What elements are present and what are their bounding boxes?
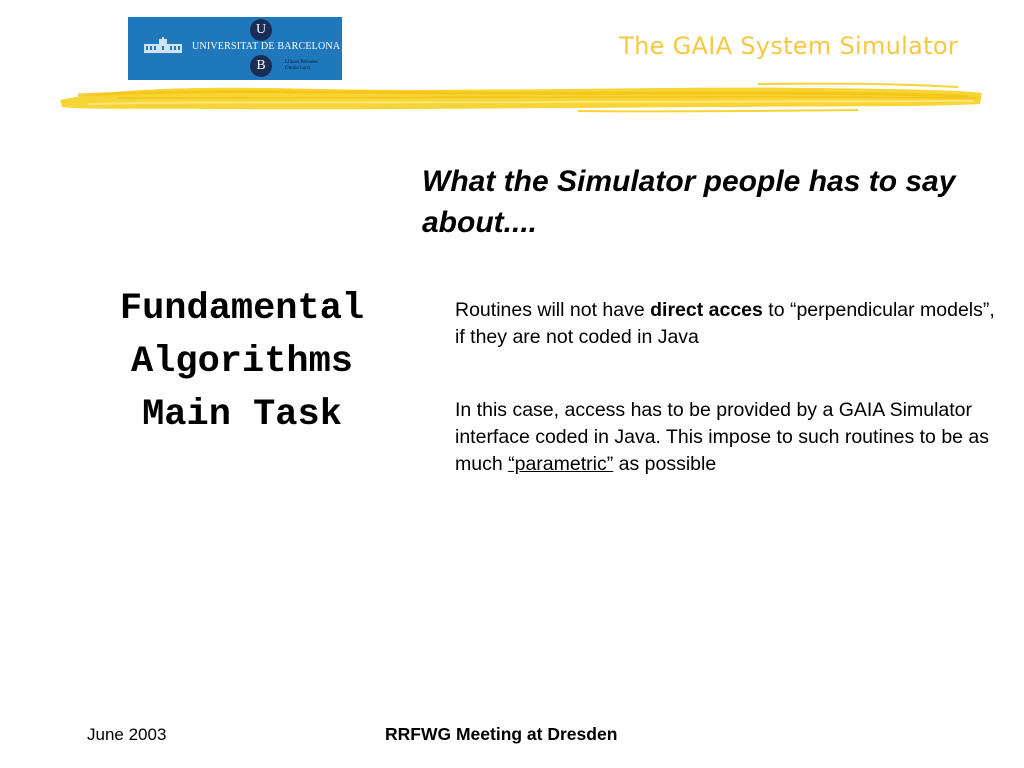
footer-event: RRFWG Meeting at Dresden	[385, 724, 618, 744]
logo-motto-line2: Omnia Lacti	[285, 66, 311, 71]
university-logo	[128, 17, 342, 80]
presentation-title: The GAIA System Simulator	[619, 32, 958, 60]
paragraph2-text-after: as possible	[613, 453, 717, 475]
logo-letter-b: B	[250, 55, 272, 77]
brush-stroke-divider	[58, 80, 984, 116]
paragraph1-text-after: to “perpendicular models”, if they are not coded in Java	[455, 299, 995, 348]
paragraph-interface	[455, 397, 1000, 478]
footer-date: June 2003	[87, 725, 167, 744]
logo-letter-u: U	[250, 19, 272, 41]
slide-heading: What the Simulator people has to say about....	[422, 165, 956, 239]
section-title-line2: Algorithms	[130, 341, 354, 383]
section-title-line1: Fundamental	[119, 288, 365, 330]
section-title-line3: Main Task	[142, 394, 342, 436]
paragraph2-text-before: In this case, access has to be provided by a GAIA Simulator interface coded in Java. This impose to such routines to be as much	[455, 399, 990, 475]
logo-motto-line1: Lliures Periodes	[285, 60, 318, 65]
paragraph2-underlined-term: “parametric”	[508, 453, 614, 475]
paragraph-direct-access	[455, 297, 1000, 351]
building-icon	[144, 37, 182, 53]
logo-motto	[285, 60, 318, 72]
paragraph1-bold-term: direct acces	[650, 299, 763, 321]
section-title	[92, 283, 392, 442]
paragraph1-text-before: Routines will not have	[455, 299, 651, 321]
university-name: UNIVERSITAT DE BARCELONA	[192, 41, 341, 52]
